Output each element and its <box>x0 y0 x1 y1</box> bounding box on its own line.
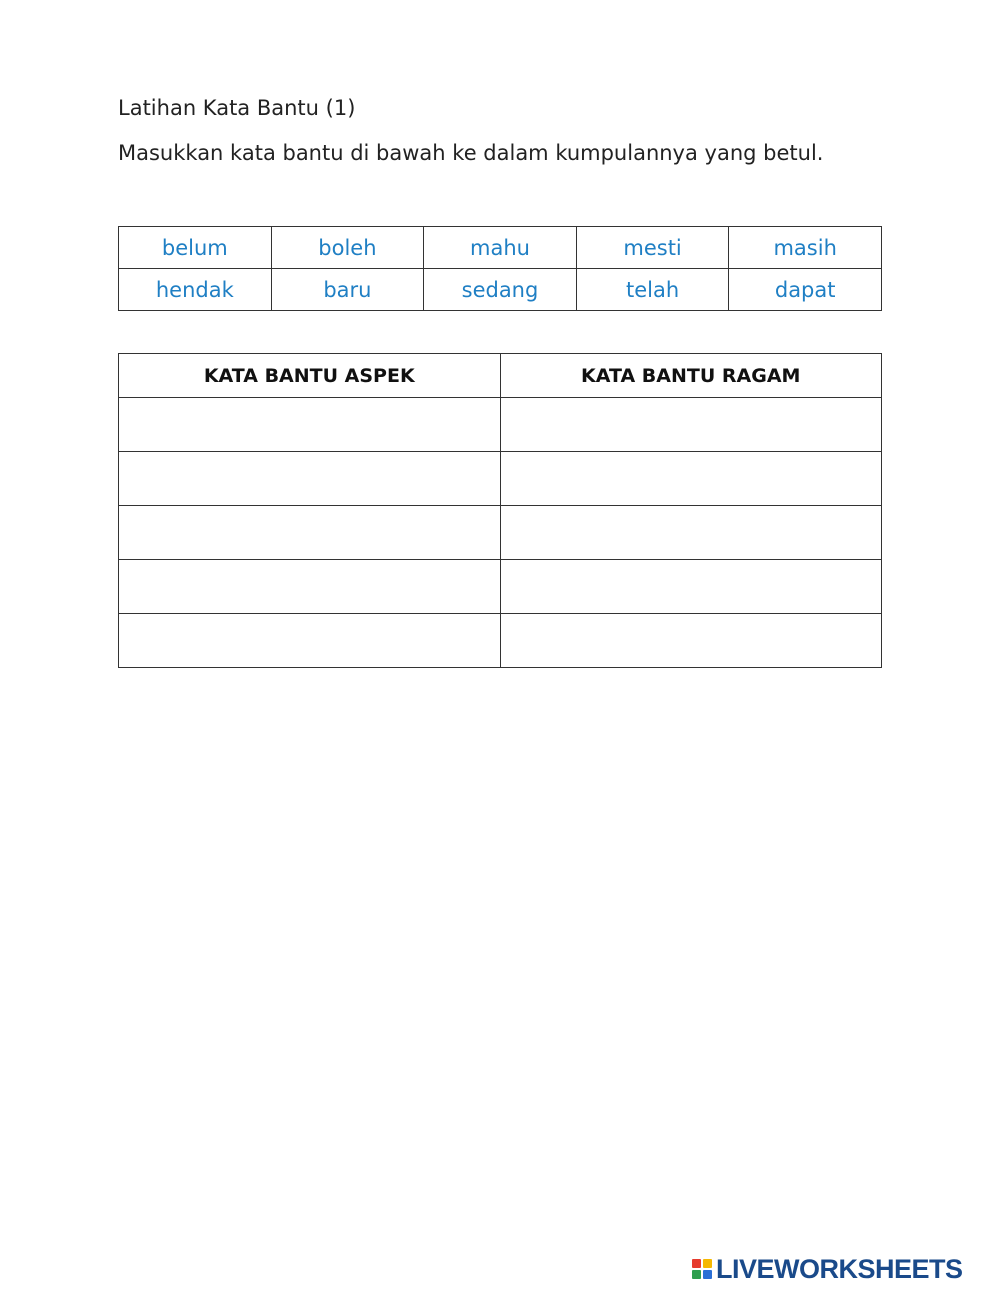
aspek-answer-input[interactable] <box>119 560 500 613</box>
word-bank-cell: baru <box>271 269 424 311</box>
aspek-answer-input[interactable] <box>119 614 500 667</box>
word-bank-cell: sedang <box>424 269 577 311</box>
aspek-answer-cell[interactable] <box>119 506 501 560</box>
ragam-answer-cell[interactable] <box>500 398 882 452</box>
aspek-answer-cell[interactable] <box>119 560 501 614</box>
word-bank-row <box>119 269 882 311</box>
aspek-answer-cell[interactable] <box>119 398 501 452</box>
aspek-answer-cell[interactable] <box>119 452 501 506</box>
word-bank-cell: dapat <box>729 269 882 311</box>
table-row <box>119 614 882 668</box>
aspek-answer-cell[interactable] <box>119 614 501 668</box>
answer-table-header-row <box>119 354 882 398</box>
word-bank-cell: masih <box>729 227 882 269</box>
liveworksheets-logo <box>692 1255 963 1283</box>
ragam-answer-input[interactable] <box>501 560 882 613</box>
ragam-answer-cell[interactable] <box>500 452 882 506</box>
logo-square-icon <box>692 1270 701 1279</box>
table-row <box>119 398 882 452</box>
word-bank-cell: telah <box>576 269 729 311</box>
word-bank-cell: boleh <box>271 227 424 269</box>
aspek-answer-input[interactable] <box>119 506 500 559</box>
header-kata-bantu-ragam: KATA BANTU RAGAM <box>500 354 882 398</box>
ragam-answer-input[interactable] <box>501 452 882 505</box>
ragam-answer-input[interactable] <box>501 398 882 451</box>
logo-square-icon <box>703 1259 712 1268</box>
liveworksheets-brand-text: LIVEWORKSHEETS <box>716 1253 963 1284</box>
word-bank-table <box>118 226 882 311</box>
answer-table <box>118 353 882 668</box>
ragam-answer-input[interactable] <box>501 614 882 667</box>
word-bank-row <box>119 227 882 269</box>
header-kata-bantu-aspek: KATA BANTU ASPEK <box>119 354 501 398</box>
ragam-answer-input[interactable] <box>501 506 882 559</box>
ragam-answer-cell[interactable] <box>500 614 882 668</box>
worksheet-instruction: Masukkan kata bantu di bawah ke dalam kumpulannya yang betul. <box>118 141 824 165</box>
worksheet-title: Latihan Kata Bantu (1) <box>118 96 356 120</box>
ragam-answer-cell[interactable] <box>500 506 882 560</box>
liveworksheets-logo-icon <box>692 1259 712 1279</box>
logo-square-icon <box>692 1259 701 1268</box>
table-row <box>119 560 882 614</box>
word-bank-cell: belum <box>119 227 272 269</box>
logo-square-icon <box>703 1270 712 1279</box>
word-bank-cell: mahu <box>424 227 577 269</box>
ragam-answer-cell[interactable] <box>500 560 882 614</box>
word-bank-cell: hendak <box>119 269 272 311</box>
table-row <box>119 452 882 506</box>
word-bank-cell: mesti <box>576 227 729 269</box>
aspek-answer-input[interactable] <box>119 452 500 505</box>
table-row <box>119 506 882 560</box>
aspek-answer-input[interactable] <box>119 398 500 451</box>
